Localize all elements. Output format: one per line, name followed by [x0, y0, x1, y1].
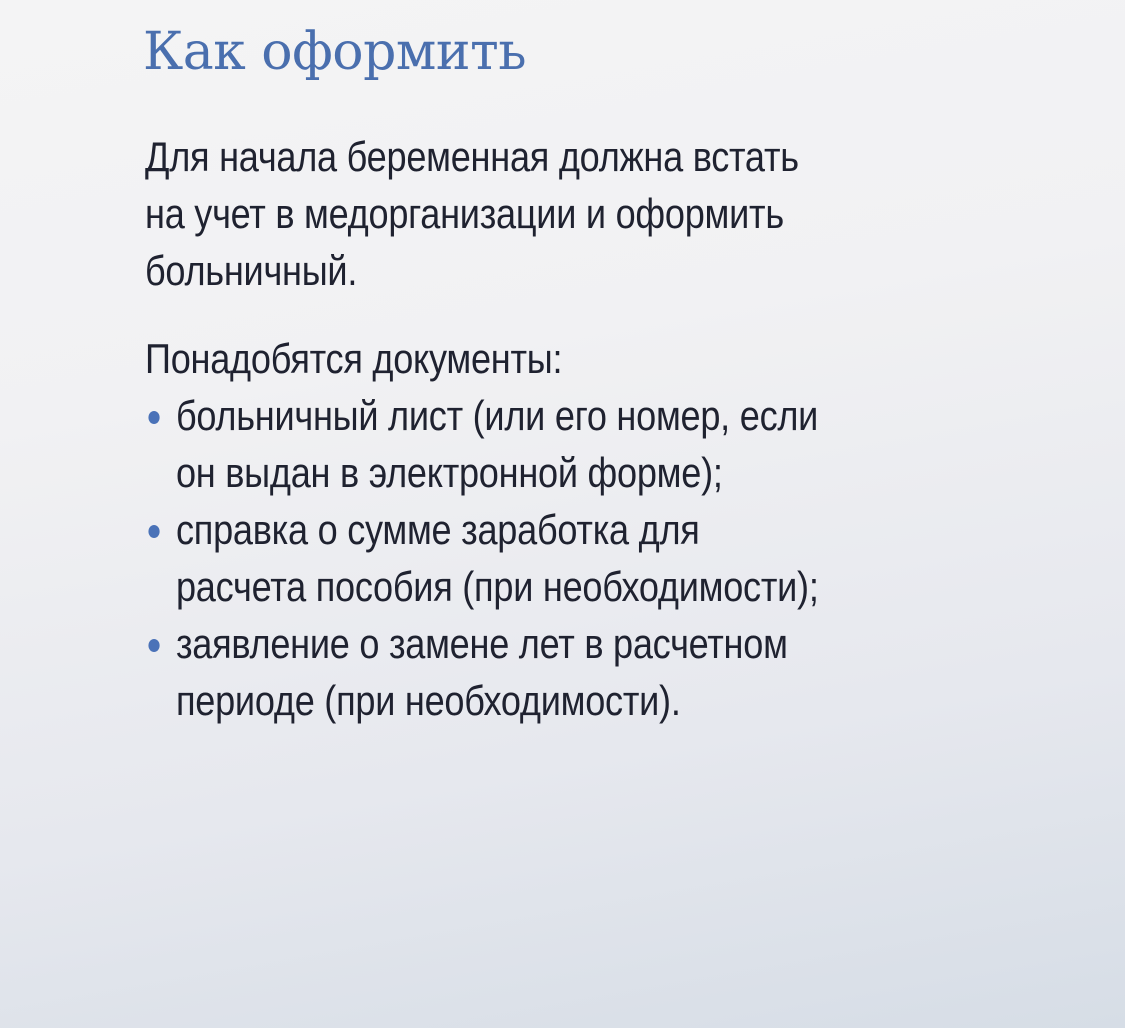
list-item-line: больничный лист (или его номер, если — [175, 392, 819, 439]
slide-title: Как оформить — [143, 22, 527, 82]
list-item — [145, 501, 819, 615]
documents-heading: Понадобятся документы: — [145, 335, 563, 382]
intro-line: Для начала беременная должна встать — [145, 133, 799, 180]
bullet-icon — [148, 639, 159, 652]
bullet-icon — [148, 525, 159, 538]
intro-line: больничный. — [145, 247, 358, 294]
bullet-icon — [148, 411, 159, 424]
documents-list — [145, 387, 819, 729]
list-item — [145, 387, 819, 501]
list-item-line: справка о сумме заработка для — [175, 506, 700, 553]
documents-section — [145, 330, 819, 729]
list-item-line: периоде (при необходимости). — [175, 677, 681, 724]
intro-line: на учет в медорганизации и оформить — [145, 190, 784, 237]
list-item-line: заявление о замене лет в расчетном — [175, 620, 788, 667]
list-item-line: он выдан в электронной форме); — [175, 449, 723, 496]
list-item — [145, 615, 819, 729]
list-item-line: расчета пособия (при необходимости); — [175, 563, 819, 610]
intro-paragraph — [145, 128, 799, 299]
